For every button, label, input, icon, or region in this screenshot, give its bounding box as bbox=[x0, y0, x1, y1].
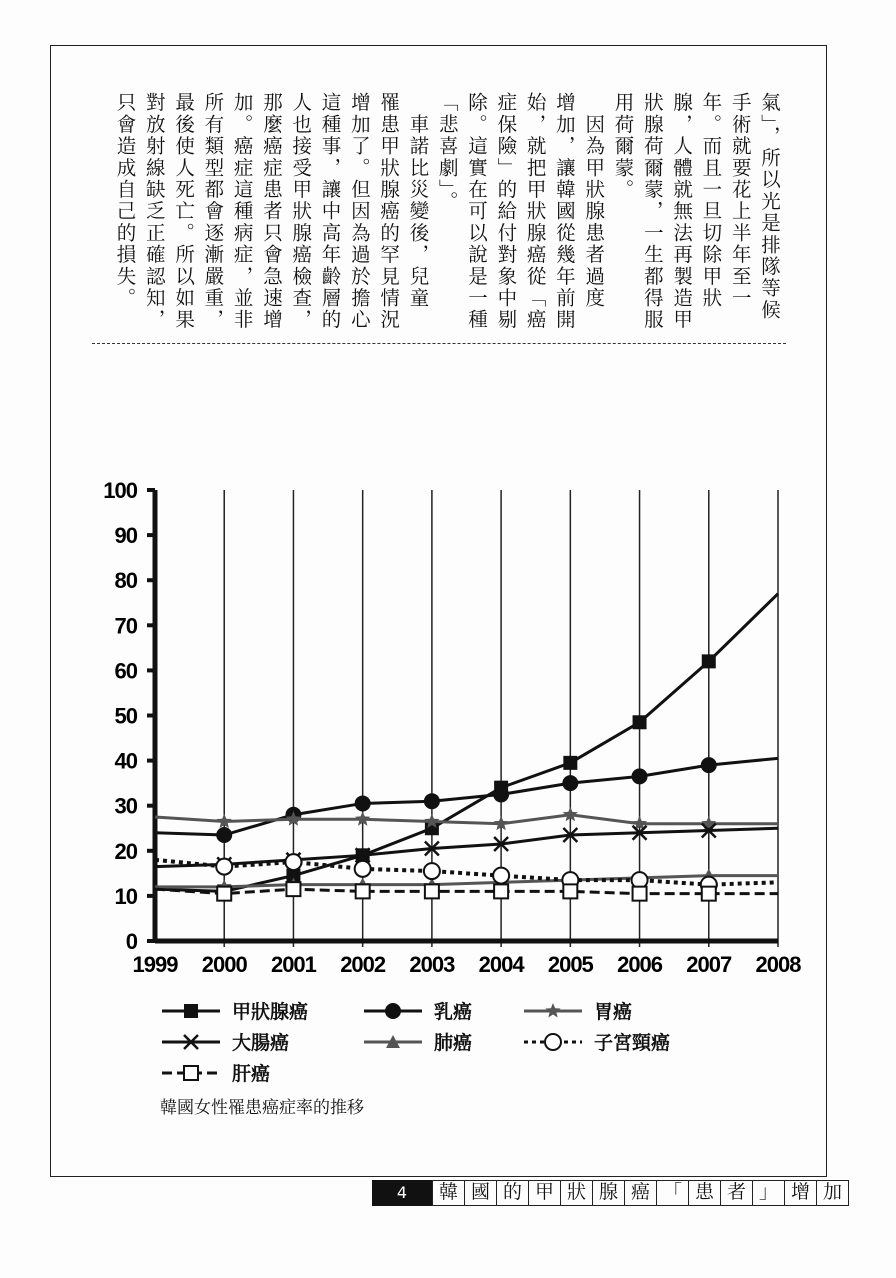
chapter-title-char: 癌 bbox=[624, 1181, 656, 1205]
series-line bbox=[155, 889, 778, 894]
text-column: 加。癌症這種病症，並非 bbox=[230, 92, 254, 331]
legend-label: 甲狀腺癌 bbox=[232, 1001, 309, 1023]
legend-marker bbox=[184, 1066, 198, 1080]
legend-x-icon bbox=[160, 1031, 222, 1053]
text-column: 罹患甲狀腺癌的罕見情況 bbox=[377, 92, 401, 331]
data-point bbox=[356, 884, 370, 898]
data-point bbox=[285, 854, 301, 870]
y-tick-label: 90 bbox=[114, 523, 137, 549]
text-column: 這種事，讓中高年齡層的 bbox=[318, 92, 342, 331]
text-column: 腺，人體就無法再製造甲 bbox=[670, 92, 694, 331]
text-column: 對放射線缺乏正確認知， bbox=[142, 92, 166, 331]
chapter-title-char: 「 bbox=[656, 1181, 688, 1205]
text-column: 手術就要花上半年至一 bbox=[728, 92, 752, 309]
data-point bbox=[425, 884, 439, 898]
y-tick-label: 10 bbox=[114, 883, 137, 909]
data-point bbox=[424, 863, 440, 879]
x-tick-label: 2000 bbox=[201, 952, 247, 977]
y-tick-label: 60 bbox=[114, 658, 137, 684]
text-column: 症保險」的給付對象中剔 bbox=[494, 92, 518, 331]
series-0 bbox=[155, 594, 778, 899]
legend-label: 肺癌 bbox=[434, 1032, 473, 1054]
chapter-title-char: 加 bbox=[816, 1181, 848, 1205]
legend-item bbox=[362, 997, 472, 1024]
legend-marker bbox=[184, 1004, 198, 1018]
y-tick-label: 0 bbox=[125, 929, 137, 954]
data-point bbox=[632, 768, 648, 784]
data-point bbox=[493, 868, 509, 884]
data-point bbox=[355, 795, 371, 811]
data-point bbox=[562, 775, 578, 791]
chapter-title-char: 甲 bbox=[528, 1181, 560, 1205]
y-tick-label: 30 bbox=[114, 793, 137, 819]
legend-label: 肝癌 bbox=[232, 1063, 271, 1085]
legend-label: 乳癌 bbox=[434, 1001, 473, 1023]
legend-label: 子宮頸癌 bbox=[594, 1032, 671, 1054]
legend-label: 大腸癌 bbox=[232, 1032, 290, 1054]
x-tick-label: 2004 bbox=[478, 952, 524, 977]
chapter-title-char: 者 bbox=[720, 1181, 752, 1205]
legend-item bbox=[362, 1028, 472, 1055]
text-column: 車諾比災變後，兒童 bbox=[406, 92, 430, 309]
legend-star-icon bbox=[522, 1000, 584, 1022]
legend-item bbox=[160, 997, 308, 1024]
chapter-title-char: 國 bbox=[464, 1181, 496, 1205]
text-column: 所有類型都會逐漸嚴重， bbox=[201, 92, 225, 331]
data-point bbox=[633, 887, 647, 901]
chart-caption: 韓國女性罹患癌症率的推移 bbox=[160, 1098, 364, 1118]
x-tick-label: 2005 bbox=[547, 952, 593, 977]
text-column: 「悲喜劇」。 bbox=[435, 92, 459, 213]
y-tick-label: 50 bbox=[114, 703, 137, 729]
text-column: 始，就把甲狀腺癌從「癌 bbox=[523, 92, 547, 331]
x-tick-label: 2008 bbox=[755, 952, 801, 977]
data-point bbox=[216, 859, 232, 875]
legend-item bbox=[160, 1059, 270, 1086]
chapter-title-char: 增 bbox=[784, 1181, 816, 1205]
page-footer bbox=[372, 1180, 849, 1206]
y-tick-label: 20 bbox=[114, 838, 137, 864]
chapter-title-char: 狀 bbox=[560, 1181, 592, 1205]
legend-triangle-icon bbox=[362, 1031, 424, 1053]
chapter-title bbox=[432, 1180, 849, 1206]
data-point bbox=[563, 756, 577, 770]
series-3 bbox=[155, 824, 778, 872]
text-column: 氣」，所以光是排隊等候 bbox=[758, 92, 781, 321]
chapter-title-char: 腺 bbox=[592, 1181, 624, 1205]
text-column: 年。而且一旦切除甲狀 bbox=[699, 92, 723, 309]
text-column: 增加了。但因為過於擔心 bbox=[347, 92, 371, 331]
legend-item bbox=[160, 1028, 289, 1055]
data-point bbox=[424, 793, 440, 809]
x-tick-label: 2003 bbox=[409, 952, 455, 977]
data-point bbox=[286, 882, 300, 896]
chapter-title-char: 韓 bbox=[432, 1181, 464, 1205]
y-tick-label: 40 bbox=[114, 748, 137, 774]
data-point bbox=[701, 757, 717, 773]
legend-open-circle-icon bbox=[522, 1031, 584, 1053]
text-column: 最後使人死亡。所以如果 bbox=[172, 92, 196, 331]
x-tick-label: 1999 bbox=[132, 952, 178, 977]
data-point bbox=[493, 786, 509, 802]
text-column: 除。這實在可以說是一種 bbox=[465, 92, 489, 331]
data-point bbox=[563, 884, 577, 898]
legend-item bbox=[522, 1028, 670, 1055]
legend-filled-square-icon bbox=[160, 1000, 222, 1022]
text-column: 狀腺荷爾蒙，一生都得服 bbox=[640, 92, 664, 331]
x-tick-label: 2001 bbox=[270, 952, 316, 977]
legend-marker bbox=[545, 1003, 560, 1018]
legend-item bbox=[522, 997, 632, 1024]
data-point bbox=[355, 861, 371, 877]
chapter-title-char: 的 bbox=[496, 1181, 528, 1205]
legend-marker bbox=[385, 1003, 401, 1019]
series-line bbox=[155, 828, 778, 866]
text-column: 用荷爾蒙。 bbox=[611, 92, 635, 201]
text-column: 那麼癌症患者只會急速增 bbox=[259, 92, 283, 331]
chapter-title-char: 患 bbox=[688, 1181, 720, 1205]
series-line bbox=[155, 815, 778, 824]
y-tick-label: 70 bbox=[114, 613, 137, 639]
chapter-title-char: 」 bbox=[752, 1181, 784, 1205]
text-column: 增加，讓韓國從幾年前開 bbox=[552, 92, 576, 331]
y-tick-label: 80 bbox=[114, 568, 137, 594]
y-tick-label: 100 bbox=[103, 478, 137, 503]
x-tick-label: 2007 bbox=[686, 952, 732, 977]
text-column: 只會造成自己的損失。 bbox=[113, 92, 137, 309]
legend-label: 胃癌 bbox=[594, 1001, 633, 1023]
page-number: 4 bbox=[372, 1180, 432, 1206]
data-point bbox=[216, 827, 232, 843]
text-column: 人也接受甲狀腺癌檢查， bbox=[289, 92, 313, 331]
legend-marker bbox=[545, 1034, 561, 1050]
data-point bbox=[494, 884, 508, 898]
x-tick-label: 2002 bbox=[340, 952, 386, 977]
data-point bbox=[702, 887, 716, 901]
text-column: 因為甲狀腺患者過度 bbox=[582, 92, 606, 309]
x-tick-label: 2006 bbox=[617, 952, 663, 977]
data-point bbox=[702, 654, 716, 668]
data-point bbox=[633, 715, 647, 729]
legend-filled-circle-icon bbox=[362, 1000, 424, 1022]
legend-open-square-icon bbox=[160, 1062, 222, 1084]
data-point bbox=[217, 887, 231, 901]
